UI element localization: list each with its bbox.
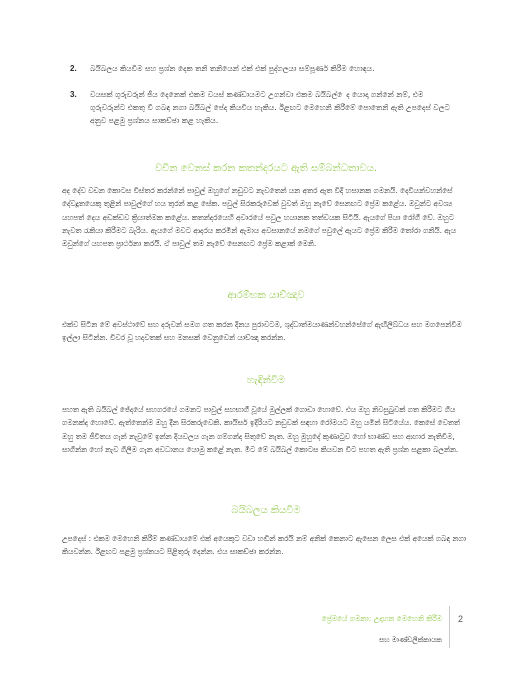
- page-number: 2: [458, 614, 464, 624]
- footer-divider: [449, 606, 450, 648]
- section-paragraph: උපදෙස් : එකම මෙහෙනි කිරීම් කණ්ඩායමේ එක් අයෙකුට වඩා හඬින් කරයි නම් අනික් කෙනාට ඇසෙන ලෙස එක් අයෙක් ගබඳ නගා කියවන්න. ඊළඟට පළමු ප්‍රශ්නයට පිළිතුරු දෙන්න. එය සාකච්ඡා කරන්න.: [62, 534, 467, 557]
- section-heading: බයිබලය කියවීම: [231, 505, 301, 516]
- list-item-text: බයිබලය කියවීම සහ ප්‍රශ්න දෙක තනි තනියෙන් එක් එක් පුද්ගලයා සම්පූර්ණ කිරීම හොඳය.: [90, 64, 375, 73]
- list-number: 3.: [70, 90, 77, 99]
- section-paragraph: පහත ඇති බයිබල් ජේදයේ සහගරයේ ගමනට පාවුල් සහභාගී වූයේ මුල්ලක් ගොඩා හොවේ. එය ඔහු නිවසුබුවක් ගත කිරීමට ගිය ගමනක්ද හොවේ. ඇත්තෙන්ම ඔහු දීන සිරකරුවෙකි. කායිසර් ඉදිරියට නඩුවක් සඳහා රෝමයට ඔහු යමින් සිටියේය. කෙසේ වෙතත් ඔහු තම ජීවිතය ගැන් නැවුමේ ඉන්න දියවලය ගැන ගම්ගන්ද සිතුවේ නැත. ඔහු මුහුදේ කුණාටුව හෝ භාණ්ඩ සහ ආහාර නැතිවීම, සාගින්න හෝ නැව ගිලීම ගැන අවධානය යොමු කළේ නැත. මීට මේ බයිබල් කොටස කියවන විට පහත ඇති ප්‍රශ්න සළකා බලන්න.: [62, 405, 460, 454]
- list-number: 2.: [70, 64, 77, 73]
- section-heading: වචින වෙනස් කරන කතන්දරයට ඇති සම්බන්ධතාවය.: [154, 163, 378, 174]
- numbered-list-item: [70, 62, 460, 75]
- section-paragraph: අද දේව වචන කොටස විස්තර කරන්නේ පාවුල් ඔහුගේ නඩුවට නැවතෙන් යන අතර ඇත විදි හසානක ගමනයි. දෙවියන්වහන්සේ දේවදූතයෙකු තුළින් පාවුල්ගේ හය තුරන් කළ සේක. පවුල් සිරකරුවෙක් වුවත් ඔහු නැවේ සෙනඟට ප්‍රේම කළේය. ඔවුන්ට අවශ්‍ය යහපත් දෙය අඩක්ඩව ක්‍රියාත්මක කළේය. කතන්දරයෙහි අවාරයේ පවුල හයානක තත්වයක සිටියි. ඇයගේ පියා රෝගී වේ. ඔහුට නැවත රැකියා කිරීමට බැරිය. ඇයගේ මවට ආදරය කරමින් ඇමාය අවසානයේ නමගේ පවුලේ ඇයට ප්‍රේම කිරීම තෝරා ගනියි. ඇය ඔවුන්ගේ යහපත ප්‍රාර්ථනා කරයි. ඒ පාවුල් තම නැවේ සෙනඟට ප්‍රේම කළාක් මෙනි.: [62, 186, 457, 249]
- list-item-text: වයසක් ගුරුවරුන් ජීය දෙනෙක් එකම වයස් කණ්ඩායමට උගන්වා එකම බයිබල් ෙද යොදා ගන්නේ නම්, එම ගුරුවරුන්ට එකතු වී ගබඳ නගා බයිබල් පේද කියවිය හැකිය. ඊළඟට මෙහෙනි කිරීමේ පොතෙනි ඇති උපදෙස් වලට අනුව පළමු ප්‍රශ්නය සාකච්ඡා කළ හැකිය.: [90, 90, 451, 125]
- section-heading: හැඳින්වීම: [246, 375, 286, 386]
- section-paragraph: එක්ව සිටින මේ අවස්ථාවේ සහ දරුවන් සමග ගත කරන දිනය පුරාවටම, ශුද්ධාත්මයාණන්වහන්සේගේ ඇඟිලිබ්ධය සහ මගපෙන්වීම ඉල්ලා සිටින්න. විවර වූ හදවතක් සහ මනසක් වෙනුවෙන් යාච්ඤා කරන්න.: [62, 320, 462, 343]
- footer-title: ප්‍රේමයේ ගමනා: උදාහන මෙහෙනි කිරීම: [321, 614, 442, 623]
- numbered-list-item: [70, 88, 460, 127]
- section-heading: ආරම්භක යාච්ඤාව: [227, 290, 305, 301]
- footer-subtitle: සහ මාණ්ඩලික්කායක: [379, 636, 442, 644]
